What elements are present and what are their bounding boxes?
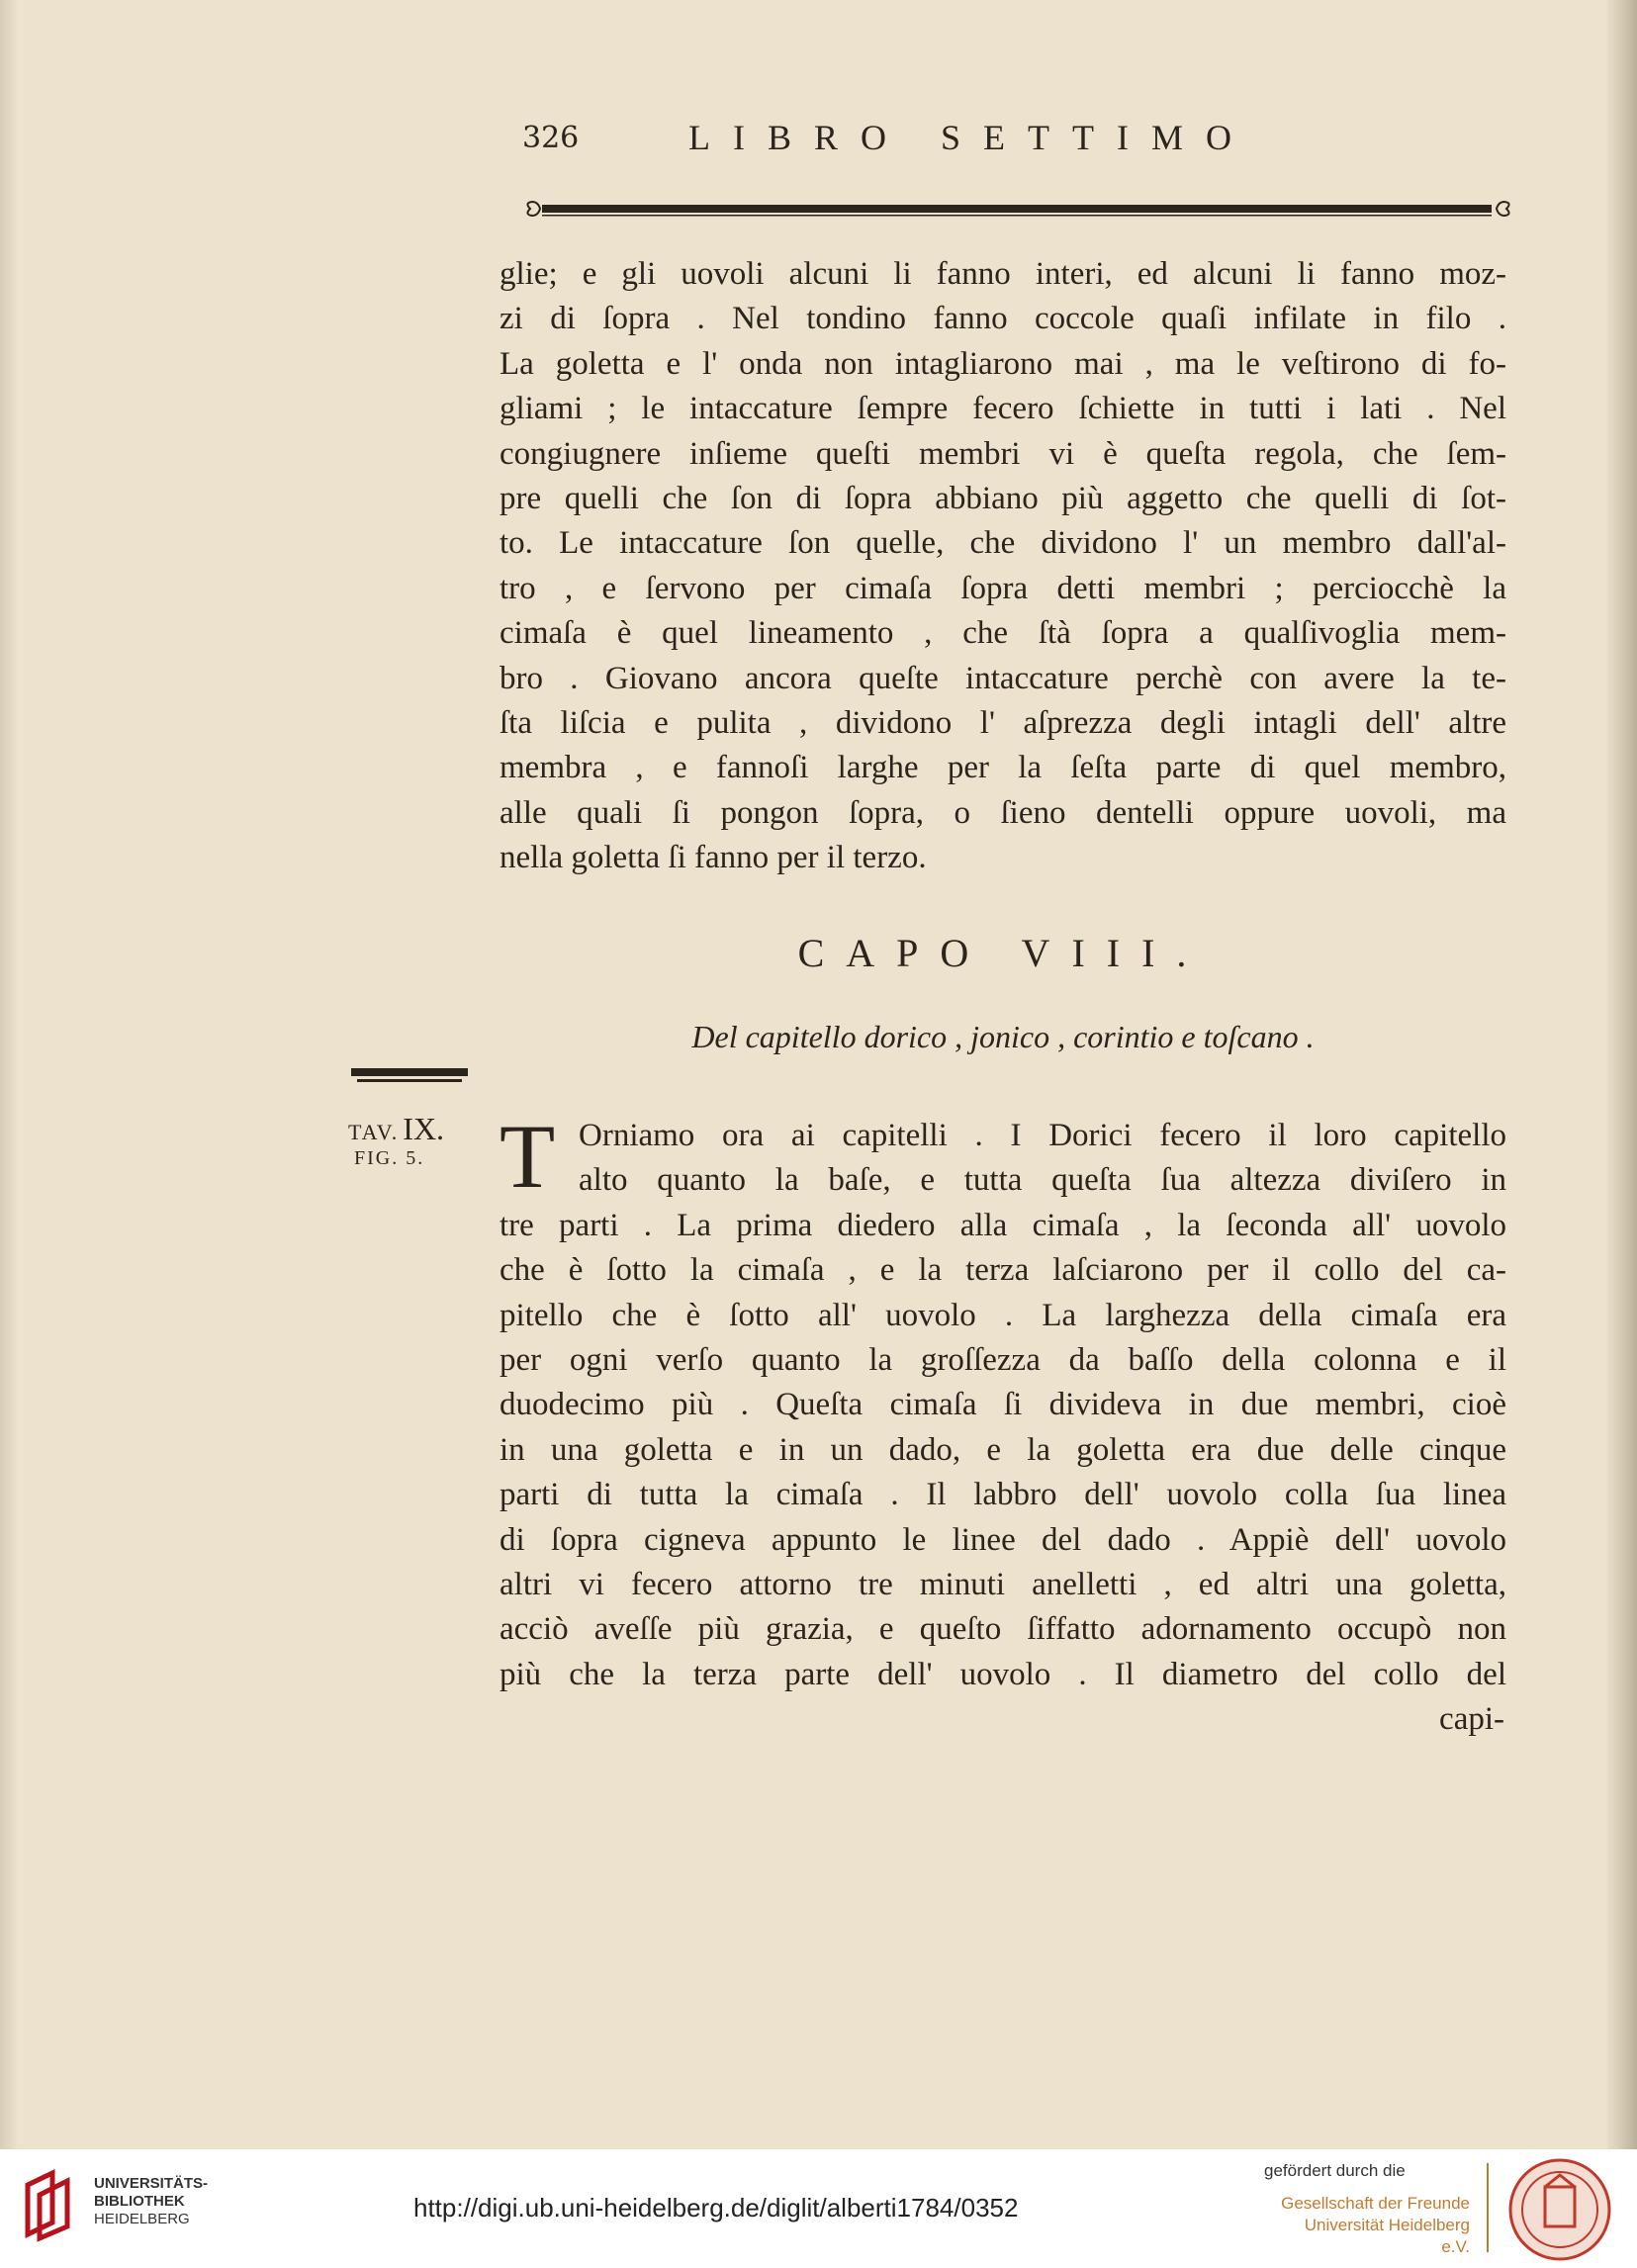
plate-reference xyxy=(348,1111,467,1170)
plate-number: IX. xyxy=(403,1111,445,1146)
text-line: acciò aveſſe più grazia, e queſto ſiffatto adornamento occupò non xyxy=(500,1611,1506,1648)
margin-rule-mark xyxy=(351,1066,468,1086)
footer-bar xyxy=(0,2149,1637,2268)
text-line: di ſopra cigneva appunto le linee del dado . Appiè dell' uovolo xyxy=(500,1521,1506,1558)
page-header xyxy=(522,117,1492,168)
running-head: LIBRO SETTIMO xyxy=(688,118,1254,157)
text-line: ſta liſcia e pulita , dividono l' aſprezza degli intagli dell' altre xyxy=(500,704,1506,741)
sponsor-name xyxy=(1272,2193,1470,2258)
text-line: pitello che è ſotto all' uovolo . La larghezza della cimaſa era xyxy=(500,1297,1506,1333)
figure-reference: FIG. 5. xyxy=(354,1147,425,1169)
permalink-url[interactable]: http://digi.ub.uni-heidelberg.de/diglit/alberti1784/0352 xyxy=(413,2193,1019,2223)
catchword: capi- xyxy=(1439,1701,1504,1738)
text-line: tro , e ſervono per cimaſa ſopra detti membri ; perciocchè la xyxy=(500,570,1506,606)
text-line: bro . Giovano ancora queſte intaccature perchè con avere la te- xyxy=(500,660,1506,696)
text-line: alto quanto la baſe, e tutta queſta ſua altezza diviſero in xyxy=(579,1162,1506,1199)
chapter-subtitle: Del capitello dorico , jonico , corintio e toſcano . xyxy=(691,1019,1315,1054)
footer-divider xyxy=(1487,2163,1489,2252)
sponsor-label: gefördert durch die xyxy=(1264,2161,1406,2180)
library-name-line: UNIVERSITÄTS- xyxy=(94,2175,209,2192)
sponsor-name-line: Gesellschaft der Freunde xyxy=(1281,2194,1470,2213)
text-line: che è ſotto la cimaſa , e la terza laſciarono per il collo del ca- xyxy=(500,1252,1506,1289)
text-line: nella goletta ſi fanno per il terzo. xyxy=(500,840,927,876)
text-line: più che la terza parte dell' uovolo . Il diametro del collo del xyxy=(500,1656,1506,1692)
library-name xyxy=(94,2175,208,2228)
text-line: congiugnere inſieme queſti membri vi è queſta regola, che ſem- xyxy=(500,435,1506,472)
library-name-line: HEIDELBERG xyxy=(94,2211,190,2227)
header-ornamental-rule xyxy=(522,198,1514,220)
text-line: duodecimo più . Queſta cimaſa ſi divideva in due membri, cioè xyxy=(500,1387,1506,1423)
text-line: zi di ſopra . Nel tondino fanno coccole quaſi infilate in filo . xyxy=(500,301,1506,337)
text-line: parti di tutta la cimaſa . Il labbro dell' uovolo colla ſua linea xyxy=(500,1477,1506,1513)
plate-label: TAV. xyxy=(348,1120,400,1144)
library-name-line: BIBLIOTHEK xyxy=(94,2193,185,2210)
library-logo-icon xyxy=(18,2165,87,2244)
sponsor-name-line: Universität Heidelberg e.V. xyxy=(1304,2216,1470,2256)
text-line: gliami ; le intaccature ſempre fecero ſchiette in tutti i lati . Nel xyxy=(500,391,1506,427)
text-line: glie; e gli uovoli alcuni li fanno interi, ed alcuni li fanno moz- xyxy=(500,256,1506,292)
text-line: per ogni verſo quanto la groſſezza da baſſo della colonna e il xyxy=(500,1341,1506,1378)
text-line: La goletta e l' onda non intagliarono mai , ma le veſtirono di fo- xyxy=(500,345,1506,382)
text-line: in una goletta e in un dado, e la goletta era due delle cinque xyxy=(500,1431,1506,1468)
page-left-edge xyxy=(0,0,18,2149)
chapter-title: CAPO VIII. xyxy=(797,931,1209,975)
page-gutter xyxy=(1607,0,1637,2149)
text-line: alle quali ſi pongon ſopra, o ſieno dentelli oppure uovoli, ma xyxy=(500,794,1506,831)
drop-cap: T xyxy=(500,1106,556,1207)
paragraph-capitals xyxy=(500,1106,1506,1742)
text-line: tre parti . La prima diedero alla cimaſa , la ſeconda all' uovolo xyxy=(500,1207,1506,1243)
paragraph-continued xyxy=(500,252,1506,880)
text-line: to. Le intaccature ſon quelle, che dividono l' un membro dall'al- xyxy=(500,525,1506,562)
sponsor-seal-icon xyxy=(1503,2155,1617,2264)
page-number: 326 xyxy=(522,121,580,155)
text-line: altri vi fecero attorno tre minuti anelletti , ed altri una goletta, xyxy=(500,1566,1506,1602)
text-line-content: Orniamo ora ai capitelli . I Dorici fecero il loro capitello xyxy=(579,1118,1506,1153)
text-line: membra , e fannoſi larghe per la ſeſta parte di quel membro, xyxy=(500,750,1506,786)
text-line: cimaſa è quel lineamento , che ſtà ſopra a qualſivoglia mem- xyxy=(500,615,1506,652)
text-line: pre quelli che ſon di ſopra abbiano più aggetto che quelli di ſot- xyxy=(500,480,1506,516)
